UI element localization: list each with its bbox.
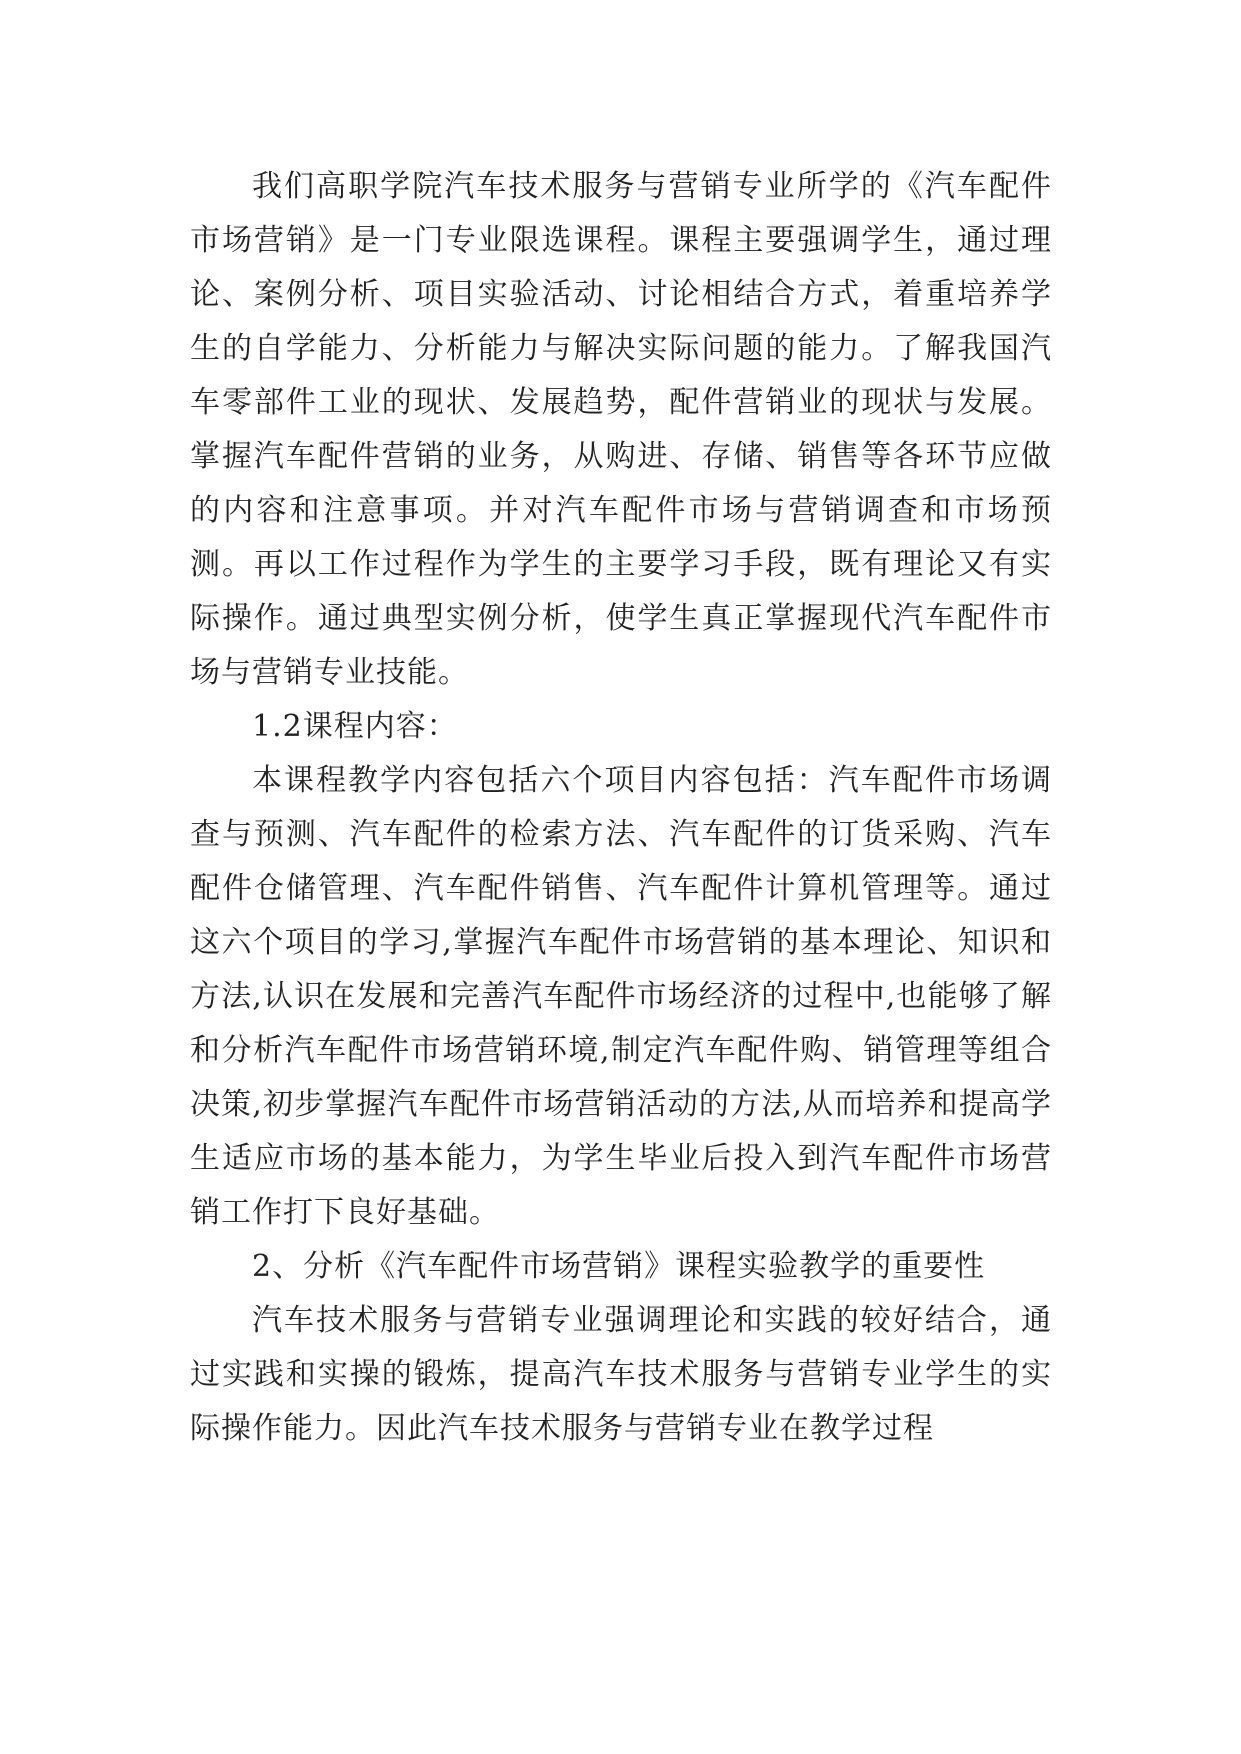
paragraph-course-content: 本课程教学内容包括六个项目内容包括：汽车配件市场调查与预测、汽车配件的检索方法、汽车配件的订货采购、汽车配件仓储管理、汽车配件销售、汽车配件计算机管理等。通过这六个项目的学习,掌握汽车配件市场营销的基本理论、知识和方法,认识在发展和完善汽车配件市场经济的过程中,也能够了解和分析汽车配件市场营销环境,制定汽车配件购、销管理等组合决策,初步掌握汽车配件市场营销活动的方法,从而培养和提高学生适应市场的基本能力，为学生毕业后投入到汽车配件市场营销工作打下良好基础。 [190,763,1052,1230]
section-heading-course-content: 1.2课程内容： [252,709,458,744]
body-text [190,160,1052,1456]
section-heading-importance: 2、分析《汽车配件市场营销》课程实验教学的重要性 [252,1249,986,1284]
paragraph-importance: 汽车技术服务与营销专业强调理论和实践的较好结合，通过实践和实操的锻炼，提高汽车技术服务与营销专业学生的实际操作能力。因此汽车技术服务与营销专业在教学过程 [190,1303,1052,1446]
paragraph-course-overview: 我们高职学院汽车技术服务与营销专业所学的《汽车配件市场营销》是一门专业限选课程。课程主要强调学生，通过理论、案例分析、项目实验活动、讨论相结合方式，着重培养学生的自学能力、分析能力与解决实际问题的能力。了解我国汽车零部件工业的现状、发展趋势，配件营销业的现状与发展。掌握汽车配件营销的业务，从购进、存储、销售等各环节应做的内容和注意事项。并对汽车配件市场与营销调查和市场预测。再以工作过程作为学生的主要学习手段，既有理论又有实际操作。通过典型实例分析，使学生真正掌握现代汽车配件市场与营销专业技能。 [190,169,1052,690]
